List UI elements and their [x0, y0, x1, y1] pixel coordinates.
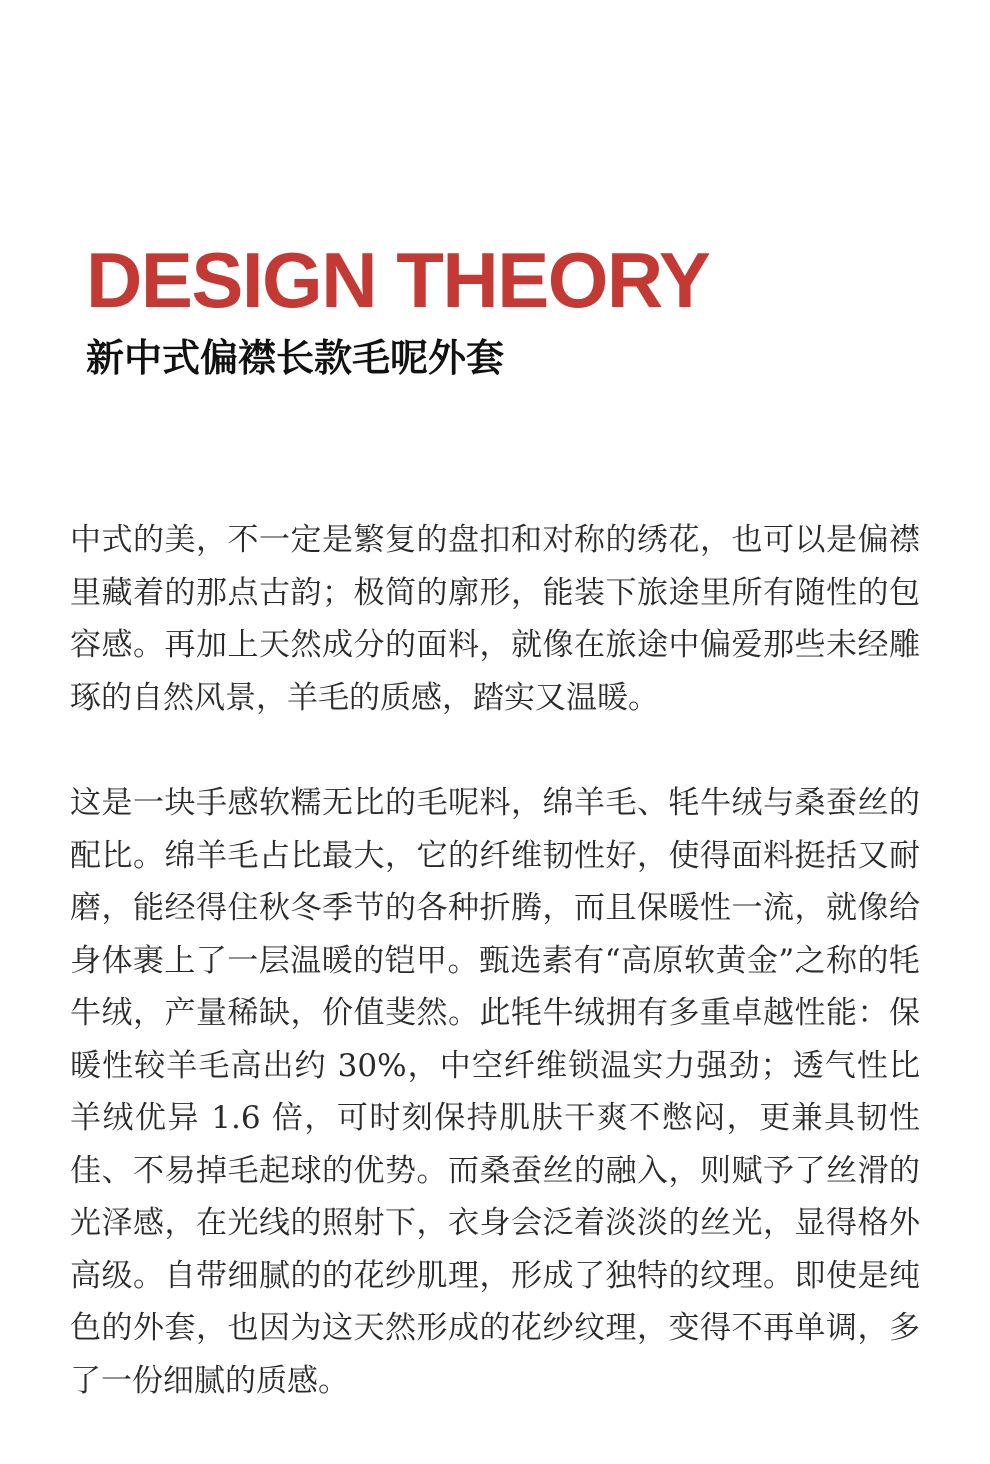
body-paragraph-1: 中式的美，不一定是繁复的盘扣和对称的绣花，也可以是偏襟里藏着的那点古韵；极简的廓形，能装下旅途里所有随性的包容感。再加上天然成分的面料，就像在旅途中偏爱那些未经雕琢的自然风景，羊毛的质感，踏实又温暖。 [70, 522, 920, 716]
section-title: DESIGN THEORY [86, 236, 710, 324]
product-subtitle: 新中式偏襟长款毛呢外套 [86, 336, 505, 380]
body-paragraph-2: 这是一块手感软糯无比的毛呢料，绵羊毛、牦牛绒与桑蚕丝的配比。绵羊毛占比最大，它的纤维韧性好，使得面料挺括又耐磨，能经得住秋冬季节的各种折腾，而且保暖性一流，就像给身体裹上了一层温暖的铠甲。甄选素有“高原软黄金”之称的牦牛绒，产量稀缺，价值斐然。此牦牛绒拥有多重卓越性能：保暖性较羊毛高出约 30%，中空纤维锁温实力强劲；透气性比羊绒优异 1.6 倍，可时刻保持肌肤干爽不憋闷，更兼具韧性佳、不易掉毛起球的优势。而桑蚕丝的融入，则赋予了丝滑的光泽感，在光线的照射下，衣身会泛着淡淡的丝光，显得格外高级。自带细腻的的花纱肌理，形成了独特的纹理。即使是纯色的外套，也因为这天然形成的花纱纹理，变得不再单调，多了一份细腻的质感。 [70, 785, 920, 1399]
